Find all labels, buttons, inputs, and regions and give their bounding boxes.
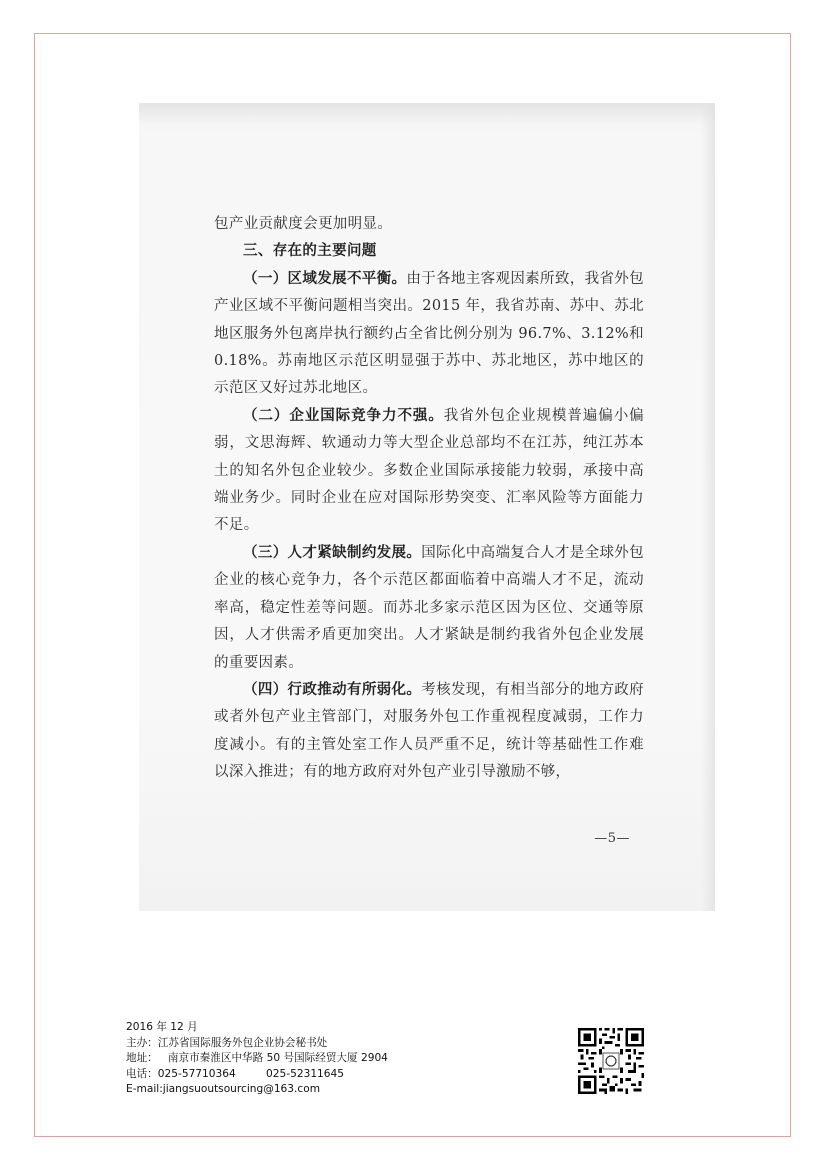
paragraph-2	[214, 403, 644, 540]
footer-info	[126, 1020, 388, 1098]
document-body	[214, 211, 644, 787]
paragraph-3-label: （三）人才紧缺制约发展。	[243, 544, 422, 561]
paragraph-1	[214, 266, 644, 403]
footer-email[interactable]: E-mail:jiangsuoutsourcing@163.com	[126, 1083, 321, 1095]
scan-shadow-right	[701, 103, 715, 911]
paragraph-4-label: （四）行政推动有所弱化。	[243, 681, 422, 698]
paragraph-2-text: 我省外包企业规模普遍偏小偏弱，文思海辉、软通动力等大型企业总部均不在江苏，纯江苏本土的知名外包企业较少。多数企业国际承接能力较弱，承接中高端业务少。同时企业在应对国际形势突变、汇率风险等方面能力不足。	[214, 407, 644, 534]
paragraph-4	[214, 677, 644, 787]
footer-phone: 电话：025-57710364 025-52311645	[126, 1067, 345, 1080]
footer-sponsor: 主办：江苏省国际服务外包企业协会秘书处	[126, 1036, 328, 1049]
qr-code-icon[interactable]	[578, 1028, 644, 1094]
paragraph-4-text: 考核发现，有相当部分的地方政府或者外包产业主管部门，对服务外包工作重视程度减弱，工作力度减小。有的主管处室工作人员严重不足，统计等基础性工作难以深入推进；有的地方政府对外包产业引导激励不够，	[214, 681, 645, 781]
footer-address: 地址： 南京市秦淮区中华路 50 号国际经贸大厦 2904	[126, 1052, 388, 1064]
scanned-page	[139, 103, 715, 911]
scan-shadow-top	[139, 103, 715, 123]
paragraph-3	[214, 540, 644, 677]
paragraph-1-label: （一）区域发展不平衡。	[243, 270, 407, 287]
paragraph-3-text: 国际化中高端复合人才是全球外包企业的核心竞争力，各个示范区都面临着中高端人才不足，流动率高，稳定性差等问题。而苏北多家示范区因为区位、交通等原因，人才供需矛盾更加突出。人才紧缺是制约我省外包企业发展的重要因素。	[214, 544, 645, 671]
page-number: —5—	[594, 831, 630, 846]
section-heading: 三、存在的主要问题	[243, 243, 377, 260]
paragraph-2-label: （二）企业国际竞争力不强。	[243, 407, 444, 424]
lead-line: 包产业贡献度会更加明显。	[214, 216, 393, 232]
footer-date: 2016 年 12 月	[126, 1021, 198, 1033]
paragraph-1-text: 由于各地主客观因素所致，我省外包产业区域不平衡问题相当突出。2015 年，我省苏南、苏中、苏北地区服务外包离岸执行额约占全省比例分别为 96.7%、3.12%和 0.18%。苏南地区示范区明显强于苏中、苏北地区，苏中地区的示范区又好过苏北地区。	[214, 270, 644, 397]
